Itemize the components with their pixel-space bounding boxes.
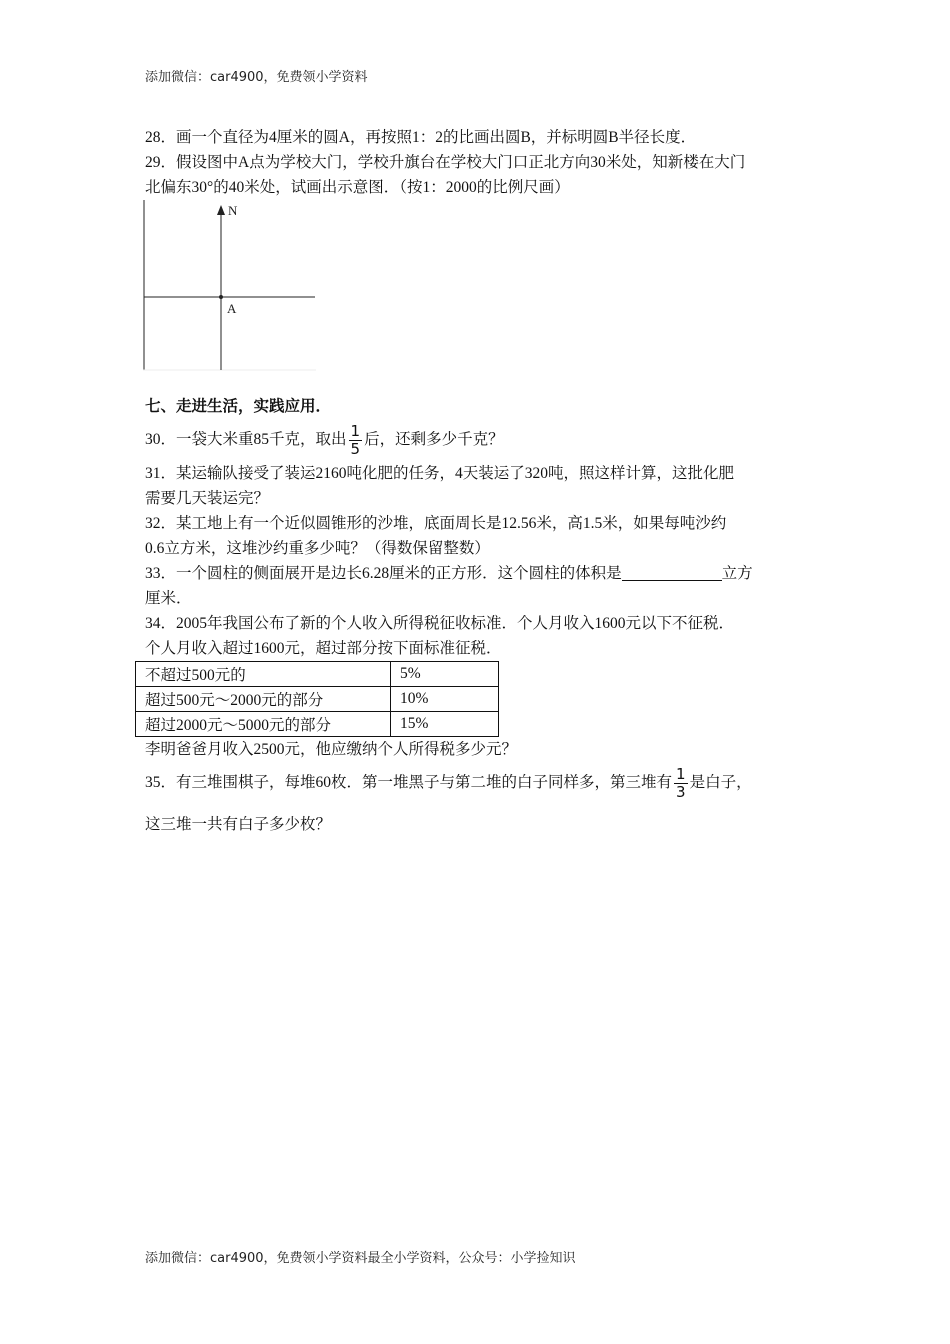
question-29-line2: 北偏东30°的40米处，试画出示意图．（按1：2000的比例尺画） [145, 179, 570, 196]
table-cell-rate: 5% [391, 662, 499, 687]
q30-text-pre: 30．一袋大米重85千克，取出 [145, 431, 347, 448]
point-a-marker [219, 295, 223, 299]
fraction-denominator: 5 [350, 439, 361, 458]
q30-text-post: 后，还剩多少千克？ [364, 431, 504, 448]
table-row [136, 712, 499, 737]
point-a-label: A [227, 301, 237, 316]
q35-text-post: 是白子， [689, 774, 752, 791]
fraction-numerator: 1 [676, 764, 686, 783]
question-34-line3: 李明爸爸月收入2500元，他应缴纳个人所得税多少元？ [145, 741, 518, 758]
page-header: 添加微信：car4900，免费领小学资料 [145, 70, 368, 85]
q35-text-pre: 35．有三堆围棋子，每堆60枚．第一堆黑子与第二堆的白子同样多，第三堆有 [145, 774, 673, 791]
fraction-numerator: 1 [350, 421, 361, 440]
question-35-line1 [145, 762, 810, 804]
question-31-line2: 需要几天装运完？ [145, 490, 270, 507]
question-34-line1: 34．2005年我国公布了新的个人收入所得税征收标准．个人月收入1600元以下不征税． [145, 615, 735, 632]
table-row [136, 687, 499, 712]
question-32-line1: 32．某工地上有一个近似圆锥形的沙堆，底面周长是12.56米，高1.5米，如果每吨沙约 [145, 515, 727, 532]
question-34-line2: 个人月收入超过1600元，超过部分按下面标准征税． [145, 640, 502, 657]
question-33-line2: 厘米． [145, 590, 192, 607]
table-row [136, 662, 499, 687]
compass-diagram [143, 200, 318, 372]
answer-blank[interactable] [622, 562, 722, 581]
tax-rate-table [135, 661, 499, 737]
table-cell-rate: 10% [391, 687, 499, 712]
question-30 [145, 419, 810, 461]
question-32-line2: 0.6立方米，这堆沙约重多少吨？（得数保留整数） [145, 540, 490, 557]
table-cell-bracket: 不超过500元的 [136, 662, 391, 687]
q33-text-pre: 33．一个圆柱的侧面展开是边长6.28厘米的正方形．这个圆柱的体积是 [145, 565, 622, 582]
q33-text-post: 立方 [721, 565, 753, 582]
question-33-line1 [145, 561, 810, 586]
fraction-one-third [674, 766, 688, 801]
table-cell-bracket: 超过500元～2000元的部分 [136, 687, 391, 712]
question-29-line1: 29．假设图中A点为学校大门，学校升旗台在学校大门口正北方向30米处，知新楼在大门 [145, 154, 746, 171]
question-28: 28．画一个直径为4厘米的圆A，再按照1：2的比画出圆B，并标明圆B半径长度． [145, 129, 697, 146]
table-cell-bracket: 超过2000元～5000元的部分 [136, 712, 391, 737]
page-footer: 添加微信：car4900，免费领小学资料最全小学资料，公众号：小学捡知识 [145, 1251, 576, 1266]
question-35-line2: 这三堆一共有白子多少枚？ [145, 816, 332, 833]
north-arrow-icon [217, 205, 225, 215]
fraction-denominator: 3 [676, 782, 686, 801]
question-31-line1: 31．某运输队接受了装运2160吨化肥的任务，4天装运了320吨，照这样计算，这批化肥 [145, 465, 735, 482]
section-7-heading: 七、走进生活，实践应用． [145, 398, 332, 415]
north-label: N [228, 203, 238, 218]
fraction-one-fifth [349, 423, 363, 458]
table-cell-rate: 15% [391, 712, 499, 737]
